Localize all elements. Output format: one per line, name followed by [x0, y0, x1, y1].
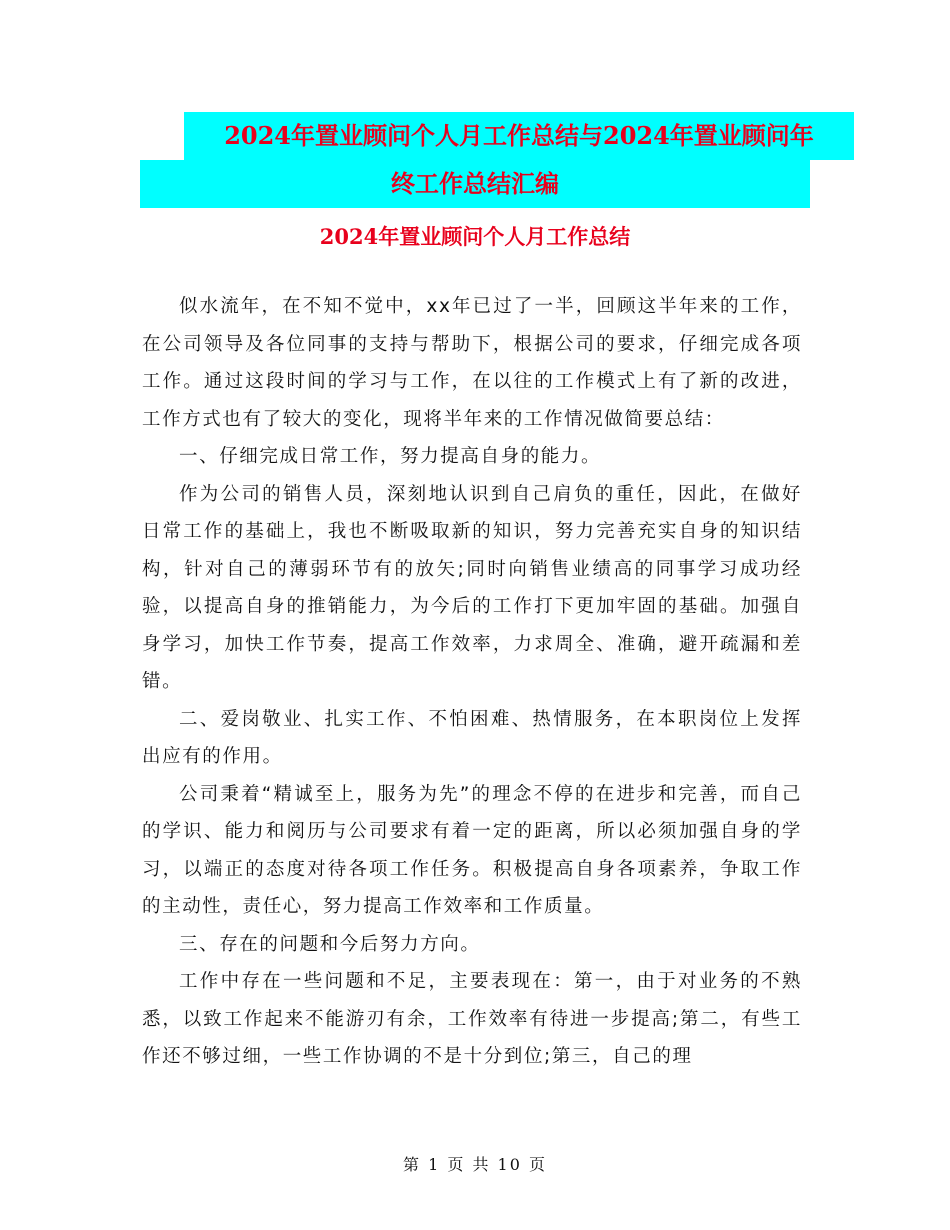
heading-point-two: 二、爱岗敬业、扎实工作、不怕困难、热情服务，在本职岗位上发挥出应有的作用。: [142, 708, 802, 767]
document-body: [142, 288, 802, 1076]
paragraph-intro: 似水流年，在不知不觉中，xx年已过了一半，回顾这半年来的工作，在公司领导及各位同事的支持与帮助下，根据公司的要求，仔细完成各项工作。通过这段时间的学习与工作，在以往的工作模式上有了新的改进，工作方式也有了较大的变化，现将半年来的工作情况做简要总结：: [142, 296, 802, 430]
section-title: 2024年置业顾问个人月工作总结: [319, 224, 631, 249]
paragraph-point-one: 作为公司的销售人员，深刻地认识到自己肩负的重任，因此，在做好日常工作的基础上，我也不断吸取新的知识，努力完善充实自身的知识结构，针对自己的薄弱环节有的放矢;同时向销售业绩高的同事学习成功经验，以提高自身的推销能力，为今后的工作打下更加牢固的基础。加强自身学习，加快工作节奏，提高工作效率，力求周全、准确，避开疏漏和差错。: [142, 483, 802, 692]
heading-point-three: 三、存在的问题和今后努力方向。: [179, 933, 481, 955]
paragraph-point-three: 工作中存在一些问题和不足，主要表现在：第一，由于对业务的不熟悉，以致工作起来不能游刃有余，工作效率有待进一步提高;第二，有些工作还不够过细，一些工作协调的不是十分到位;第三，自己的理: [142, 971, 802, 1067]
heading-point-one: 一、仔细完成日常工作，努力提高自身的能力。: [179, 446, 602, 467]
main-title-line-2: 终工作总结汇编: [391, 169, 559, 198]
document-main-title: [140, 112, 814, 208]
page-number-footer: 第 1 页 共 10 页: [403, 1155, 547, 1174]
main-title-line-1: 2024年置业顾问个人月工作总结与2024年置业顾问年: [224, 121, 814, 150]
paragraph-point-two: 公司秉着“精诚至上，服务为先”的理念不停的在进步和完善，而自己的学识、能力和阅历与公司要求有着一定的距离，所以必须加强自身的学习，以端正的态度对待各项工作任务。积极提高自身各项素养，争取工作的主动性，责任心，努力提高工作效率和工作质量。: [142, 783, 802, 917]
